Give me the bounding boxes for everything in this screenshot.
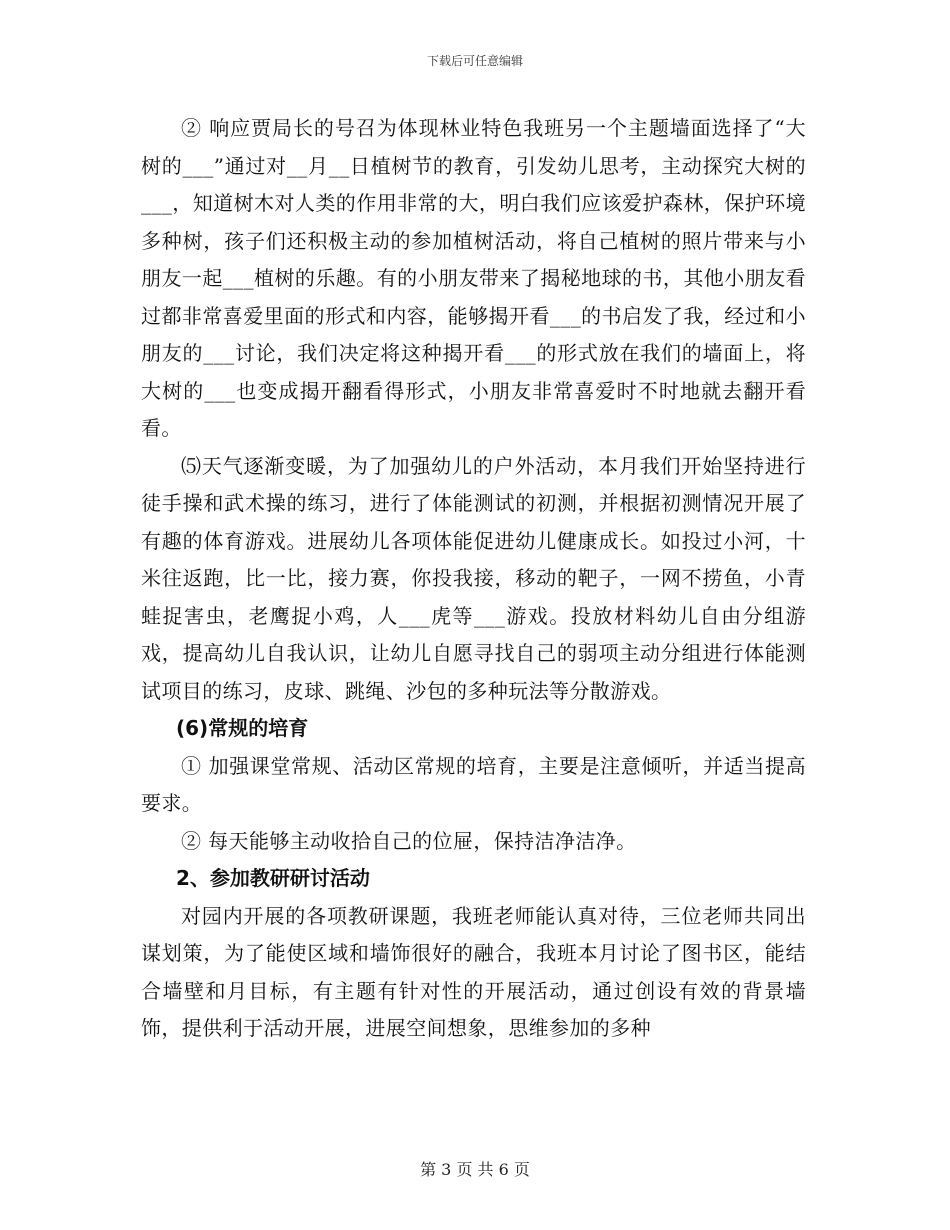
paragraph-tidy-drawer: ② 每天能够主动收拾自己的位屉，保持洁净洁净。 [181, 828, 637, 853]
page-header: 下载后可任意编辑 [426, 54, 523, 68]
paragraph-classroom-routine: ① 加强课堂常规、活动区常规的培育，主要是注意倾听，并适当提高要求。 [141, 753, 806, 815]
paragraph-outdoor-activities: ⑸天气逐渐变暖，为了加强幼儿的户外活动，本月我们开始坚持进行徒手操和武术操的练习，进行了体能测试的初测，并根据初测情况开展了有趣的体育游戏。进展幼儿各项体能促进幼儿健康成长。如投过小河，十米往返跑，比一比，接力赛，你投我接，移动的靶子，一网不捞鱼，小青蛙捉害虫，老鹰捉小鸡，人___虎等___游戏。投放材料幼儿自由分组游戏，提高幼儿自我认识，让幼儿自愿寻找自己的弱项主动分组进行体能测试项目的练习，皮球、跳绳、沙包的多种玩法等分散游戏。 [141, 453, 806, 703]
section-heading-teaching-research: 2、参加教研研讨活动 [176, 866, 370, 890]
paragraph-research-activities: 对园内开展的各项教研课题，我班老师能认真对待，三位老师共同出谋划策，为了能使区域和墙饰很好的融合，我班本月讨论了图书区，能结合墙壁和月目标，有主题有针对性的开展活动，通过创设有效的背景墙饰，提供利于活动开展，进展空间想象，思维参加的多种 [141, 903, 806, 1040]
paragraph-theme-wall: ② 响应贾局长的号召为体现林业特色我班另一个主题墙面选择了“大树的___”通过对__月__日植树节的教育，引发幼儿思考，主动探究大树的___，知道树木对人类的作用非常的大，明白我们应该爱护森林，保护环境多种树，孩子们还积极主动的参加植树活动，将自己植树的照片带来与小朋友一起___植树的乐趣。有的小朋友带来了揭秘地球的书，其他小朋友看过都非常喜爱里面的形式和内容，能够揭开看___的书启发了我，经过和小朋友的___讨论，我们决定将这种揭开看___的形式放在我们的墙面上，将大树的___也变成揭开翻看得形式，小朋友非常喜爱时不时地就去翻开看看。 [141, 116, 806, 440]
section-heading-routine-training: (6)常规的培育 [176, 716, 309, 740]
page-number-footer: 第 3 页 共 6 页 [420, 1160, 530, 1179]
document-body [141, 110, 806, 1048]
